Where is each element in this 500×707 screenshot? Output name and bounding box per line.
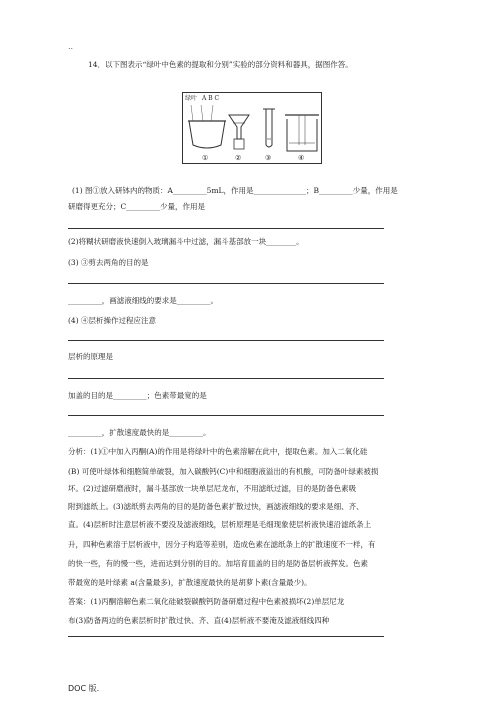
figure-label-4: ④ — [298, 154, 305, 162]
answer-rule — [68, 228, 384, 229]
leaf-label: 绿叶 — [185, 95, 198, 102]
analysis-line-1: 分析：(1)①中加入丙酮(A)的作用是将绿叶中的色素溶解在此中，提取色素。加入二氧化硅 — [68, 447, 368, 456]
header-mark: .. — [68, 42, 74, 51]
footer-label: DOC 版. — [68, 684, 100, 693]
answer-rule — [68, 283, 384, 284]
q3-line-2: _________，画滤液细线的要求是_________。 — [68, 296, 218, 305]
experiment-figure — [182, 92, 322, 164]
analysis-line-8: 带最宽的是叶绿素 a(含量最多)，扩散速度最快的是胡萝卜素(含量最少)。 — [68, 578, 312, 587]
q3-line-1: (3) ③剪去两角的目的是 — [68, 258, 149, 267]
answer-rule — [68, 378, 384, 379]
q1-line-1: (1) 图①放入研钵内的物质：A_________5mL，作用是______________；B_________少量，作用是 — [72, 186, 398, 195]
analysis-line-7: 的快一些，有的慢一些，进而达到分别的目的。加培育皿盖的目的是防备层析液挥发。色素 — [68, 559, 368, 568]
figure-label-3: ③ — [265, 154, 272, 162]
answer-line-2: 布(3)防备两边的色素层析时扩散过快、齐、直(4)层析液不要淹及滤液细线四种 — [68, 616, 330, 625]
q1-line-2: 研磨得更充分；C_________少量，作用是 — [68, 202, 205, 211]
analysis-line-2: (B) 可使叶绿体和细胞简单破裂，加入碳酸钙(C)中和细胞液溢出的有机酸，可防备叶绿素被损 — [68, 467, 379, 476]
answer-line-1: 答案：(1)丙酮溶解色素二氧化硅破裂碳酸钙防备研磨过程中色素被损坏(2)单层尼龙 — [68, 597, 345, 606]
analysis-line-4: 附到滤纸上。(3)滤纸剪去两角的目的是防备色素扩散过快，画滤液细线的要求是细、齐、 — [68, 502, 364, 511]
letters-label: A B C — [202, 95, 220, 102]
q4-line-1: (4) ④层析操作过程应注意 — [68, 316, 157, 325]
analysis-line-3: 坏。(2)过滤研磨液时，漏斗基部放一块单层尼龙布，不用滤纸过滤，目的是防备色素吸 — [68, 484, 357, 493]
analysis-line-6: 升，四种色素溶于层析液中，因分子构造等差别，造成色素在滤纸条上的扩散速度不一样，有 — [68, 540, 376, 549]
question-title: 14．以下图表示“绿叶中色素的提取和分别”实验的部分资料和器具，据图作答。 — [88, 60, 353, 69]
answer-rule — [68, 415, 384, 416]
figure-label-2: ② — [235, 154, 242, 162]
figure-label-1: ① — [202, 154, 209, 162]
answer-rule — [68, 636, 384, 637]
q4-line-3: 加盖的目的是_________；色素带最宽的是 — [68, 391, 207, 400]
answer-rule — [68, 340, 384, 341]
analysis-line-5: 直。(4)层析时注意层析液不要没及滤液细线，层析原理是毛细现象使层析液快速沿滤纸条上 — [68, 520, 372, 529]
q4-line-4: _________，扩散速度最快的是_________。 — [68, 428, 211, 437]
q4-line-2: 层析的原理是 — [68, 352, 113, 361]
q2-line: (2)将糊状研磨液快速倒入玻璃漏斗中过滤，漏斗基部放一块________。 — [68, 237, 304, 246]
